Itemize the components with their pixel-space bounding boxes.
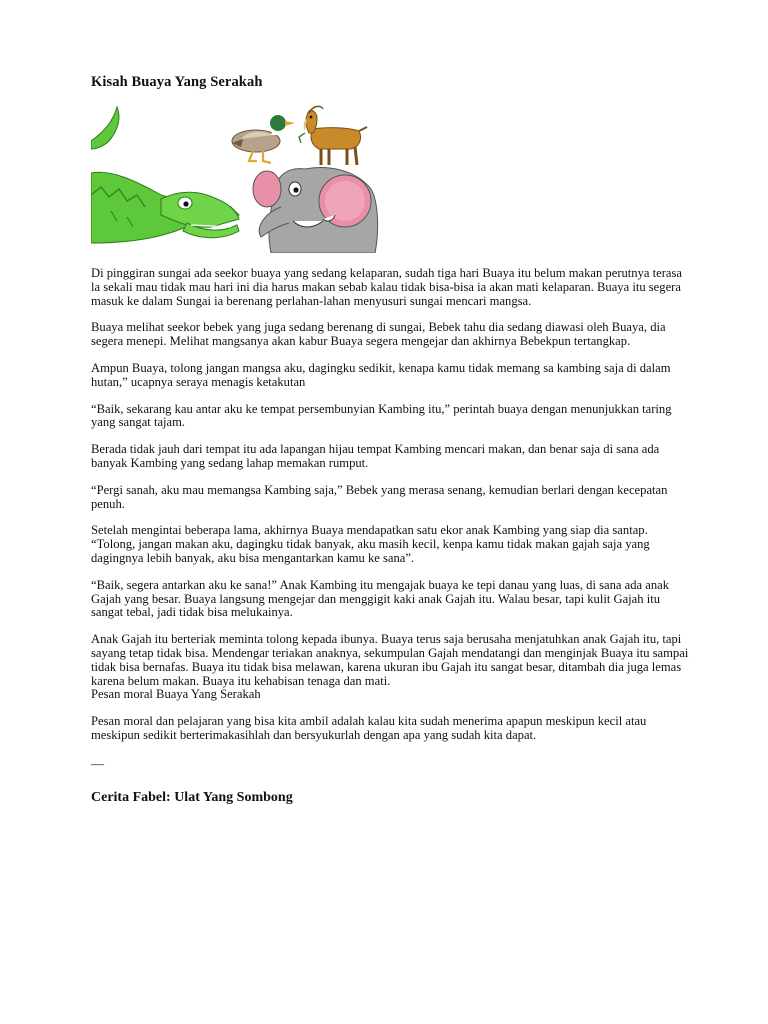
document-content <box>91 74 691 806</box>
goat-icon <box>299 106 367 165</box>
elephant-icon <box>253 168 378 253</box>
next-story-title: Cerita Fabel: Ulat Yang Sombong <box>91 789 293 805</box>
paragraph: Di pinggiran sungai ada seekor buaya yang sedang kelaparan, sudah tiga hari Buaya itu belum makan perutnya terasa la sekali mau tidak mau hari ini dia harus makan sebab kalau tidak bisa-bisa ia akan mati kelaparan. Buaya itu segera masuk ke dalam Sungai ia berenang perlahan-lahan menyusuri sungai mencari mangsa. <box>91 266 683 308</box>
story-title: Kisah Buaya Yang Serakah <box>91 74 263 90</box>
duck-icon <box>232 115 295 163</box>
moral-heading: Pesan moral Buaya Yang Serakah <box>91 687 261 702</box>
paragraph: “Baik, segera antarkan aku ke sana!” Anak Kambing itu mengajak buaya ke tepi danau yang luas, di sana ada anak Gajah yang besar. Buaya langsung mengejar dan menggigit kaki anak Gajah itu. Walau besar, tapi kulit Gajah itu sangat tebal, jadi tidak bisa melukainya. <box>91 577 670 620</box>
paragraph: Anak Gajah itu berteriak meminta tolong kepada ibunya. Buaya terus saja berusaha menjatuhkan anak Gajah itu, tapi sayang tetap tidak bisa. Mendengar teriakan anaknya, sekumpulan Gajah mendatangi dan menginjak Buaya itu sampai tidak bisa bernafas. Buaya itu tidak bisa melawan, karena ukuran ibu Gajah itu sangat besar, ditambah dia juga lemas karena belum makan. Buaya itu kehabisan tenaga dan mati. <box>91 632 689 688</box>
crocodile-icon <box>91 107 239 243</box>
story-illustration <box>91 103 381 253</box>
separator: — <box>91 755 104 771</box>
paragraph: “Pergi sanah, aku mau memangsa Kambing saja,” Bebek yang merasa senang, kemudian berlari dengan kecepatan penuh. <box>91 482 668 511</box>
moral-paragraph: Pesan moral dan pelajaran yang bisa kita ambil adalah kalau kita sudah menerima apapun meskipun kecil atau meskipun sedikit berterimakasihlah dan bersyukurlah dengan apa yang sudah kita dapat. <box>91 714 647 742</box>
paragraph: Ampun Buaya, tolong jangan mangsa aku, dagingku sedikit, kenapa kamu tidak memang sa kambing saja di dalam hutan,” ucapnya seraya menagis ketakutan <box>91 360 671 389</box>
paragraph: “Baik, sekarang kau antar aku ke tempat persembunyian Kambing itu,” perintah buaya dengan menunjukkan taring yang sangat tajam. <box>91 401 672 430</box>
paragraph: Berada tidak jauh dari tempat itu ada lapangan hijau tempat Kambing mencari makan, dan benar saja di sana ada banyak Kambing yang sedang lahap memakan rumput. <box>91 442 660 470</box>
paragraph: Buaya melihat seekor bebek yang juga sedang berenang di sungai, Bebek tahu dia sedang diawasi oleh Buaya, dia segera menepi. Melihat mangsanya akan kabur Buaya segera mengejar dan akhirnya Bebekpun tertangkap. <box>91 320 666 349</box>
paragraph: Setelah mengintai beberapa lama, akhirnya Buaya mendapatkan satu ekor anak Kambing yang siap dia santap. “Tolong, jangan makan aku, dagingku tidak banyak, aku masih kecil, kenpa kamu tidak makan gajah saja yang dagingnya lebih banyak, aku bisa mengantarkan kamu ke sana”. <box>91 523 650 565</box>
